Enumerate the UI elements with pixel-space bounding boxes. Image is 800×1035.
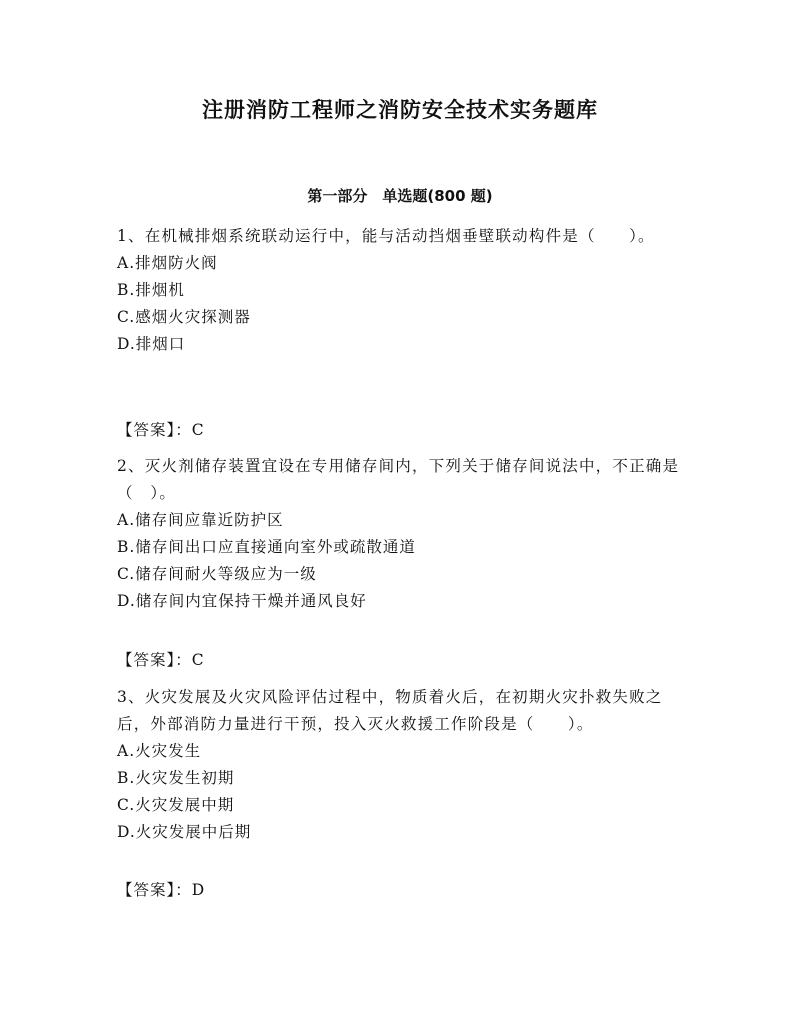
question-2 [117, 453, 687, 615]
option-c: C.火灾发展中期 [117, 796, 235, 814]
option-a: A.排烟防火阀 [117, 254, 218, 272]
question-stem: 3、火灾发展及火灾风险评估过程中，物质着火后，在初期火灾扑救失败之后，外部消防力量进行干预，投入灭火救援工作阶段是（ ）。 [117, 688, 663, 733]
option-b: B.排烟机 [117, 281, 185, 299]
option-c: C.储存间耐火等级应为一级 [117, 565, 317, 583]
question-stem: 1、在机械排烟系统联动运行中，能与活动挡烟垂壁联动构件是（ ）。 [117, 227, 655, 245]
answer-1: 【答案】：C [117, 421, 205, 439]
answer-2: 【答案】：C [117, 651, 205, 669]
question-1 [117, 223, 687, 358]
option-c: C.感烟火灾探测器 [117, 308, 251, 326]
option-d: D.火灾发展中后期 [117, 823, 252, 841]
question-stem: 2、灭火剂储存装置宜设在专用储存间内，下列关于储存间说法中，不正确是（ ）。 [117, 457, 680, 502]
document-title: 注册消防工程师之消防安全技术实务题库 [202, 98, 598, 122]
option-b: B.储存间出口应直接通向室外或疏散通道 [117, 538, 416, 556]
answer-3: 【答案】：D [117, 881, 206, 899]
option-d: D.储存间内宜保持干燥并通风良好 [117, 592, 367, 610]
option-a: A.储存间应靠近防护区 [117, 511, 284, 529]
option-d: D.排烟口 [117, 335, 186, 353]
option-a: A.火灾发生 [117, 742, 202, 760]
option-b: B.火灾发生初期 [117, 769, 235, 787]
question-3 [117, 684, 687, 846]
section-title: 第一部分 单选题(800 题) [307, 187, 493, 205]
